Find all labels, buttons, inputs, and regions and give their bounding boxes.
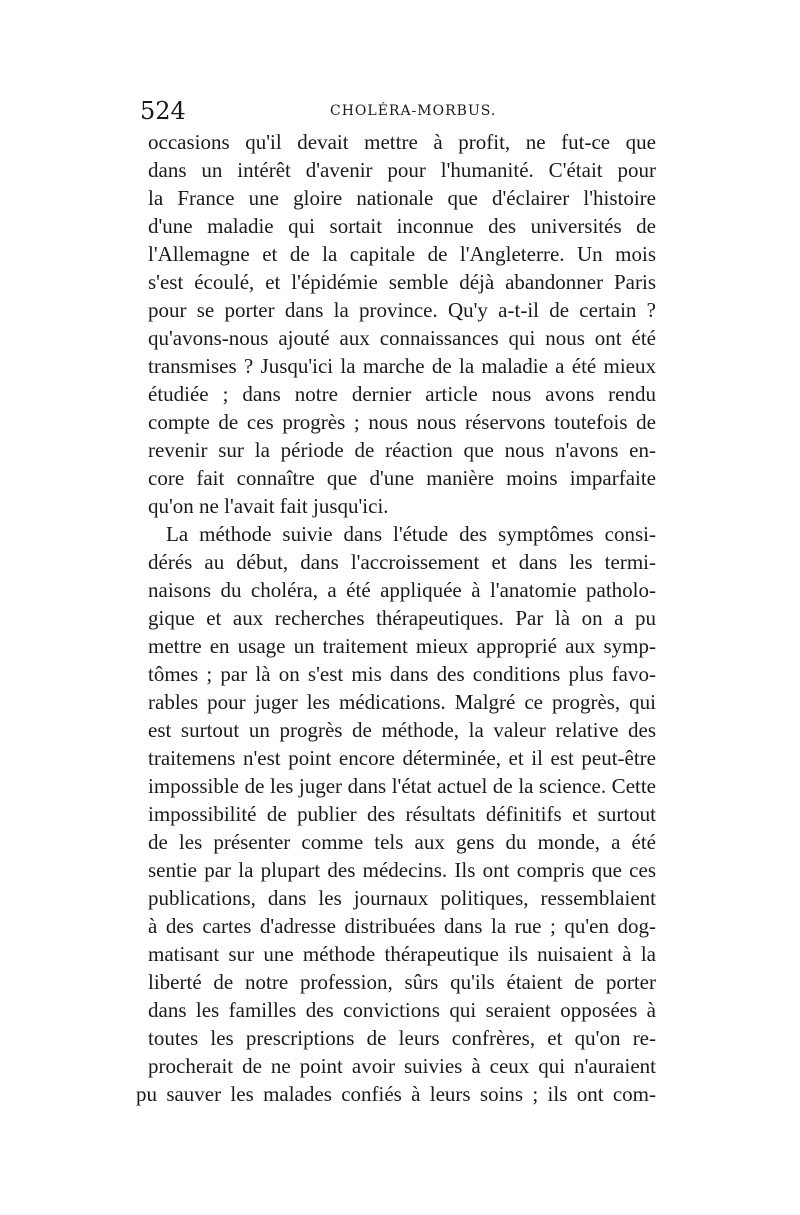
text-line: La méthode suivie dans l'étude des symptômes consi-: [166, 522, 656, 546]
text-line: mettre en usage un traitement mieux approprié aux symp-: [148, 634, 656, 658]
text-line: compte de ces progrès ; nous nous réservons toutefois de: [148, 410, 656, 434]
text-line: qu'avons-nous ajouté aux connaissances qui nous ont été: [148, 326, 656, 350]
running-title: CHOLÉRA-MORBUS.: [330, 103, 497, 119]
text-line: de les présenter comme tels aux gens du monde, a été: [148, 830, 656, 854]
text-line: toutes les prescriptions de leurs confrères, et qu'on re-: [148, 1026, 656, 1050]
text-line: naisons du choléra, a été appliquée à l'anatomie patholo-: [148, 578, 656, 602]
text-line: est surtout un progrès de méthode, la valeur relative des: [148, 718, 656, 742]
text-line: s'est écoulé, et l'épidémie semble déjà abandonner Paris: [148, 270, 656, 294]
text-line: rables pour juger les médications. Malgré ce progrès, qui: [148, 690, 656, 714]
text-line: liberté de notre profession, sûrs qu'ils étaient de porter: [148, 970, 656, 994]
text-line: à des cartes d'adresse distribuées dans la rue ; qu'en dog-: [148, 914, 656, 938]
text-line: procherait de ne point avoir suivies à ceux qui n'auraient: [148, 1054, 656, 1078]
text-line: l'Allemagne et de la capitale de l'Angleterre. Un mois: [148, 242, 656, 266]
page-number: 524: [140, 97, 186, 125]
text-line: la France une gloire nationale que d'éclairer l'histoire: [148, 186, 656, 210]
text-line: dans les familles des convictions qui seraient opposées à: [148, 998, 656, 1022]
text-line: d'une maladie qui sortait inconnue des universités de: [148, 214, 656, 238]
text-line: publications, dans les journaux politiques, ressemblaient: [148, 886, 656, 910]
text-line: impossibilité de publier des résultats définitifs et surtout: [148, 802, 656, 826]
text-line: dans un intérêt d'avenir pour l'humanité. C'était pour: [148, 158, 656, 182]
text-line: revenir sur la période de réaction que nous n'avons en-: [148, 438, 656, 462]
text-line: occasions qu'il devait mettre à profit, ne fut-ce que: [148, 130, 656, 154]
text-line: transmises ? Jusqu'ici la marche de la maladie a été mieux: [148, 354, 656, 378]
body-text: [136, 128, 656, 1108]
text-line: tômes ; par là on s'est mis dans des conditions plus favo-: [148, 662, 656, 686]
text-line: core fait connaître que d'une manière moins imparfaite: [148, 466, 656, 490]
text-line: qu'on ne l'avait fait jusqu'ici.: [148, 494, 389, 518]
text-line: étudiée ; dans notre dernier article nous avons rendu: [148, 382, 656, 406]
text-line: impossible de les juger dans l'état actuel de la science. Cette: [148, 774, 656, 798]
text-line: traitemens n'est point encore déterminée, et il est peut-être: [148, 746, 656, 770]
running-head: [140, 96, 660, 126]
text-line: pour se porter dans la province. Qu'y a-t-il de certain ?: [148, 298, 656, 322]
text-line: sentie par la plupart des médecins. Ils ont compris que ces: [148, 858, 656, 882]
text-line: dérés au début, dans l'accroissement et dans les termi-: [148, 550, 656, 574]
text-line: gique et aux recherches thérapeutiques. Par là on a pu: [148, 606, 656, 630]
text-line: pu sauver les malades confiés à leurs soins ; ils ont com-: [136, 1082, 656, 1106]
text-line: matisant sur une méthode thérapeutique ils nuisaient à la: [148, 942, 656, 966]
